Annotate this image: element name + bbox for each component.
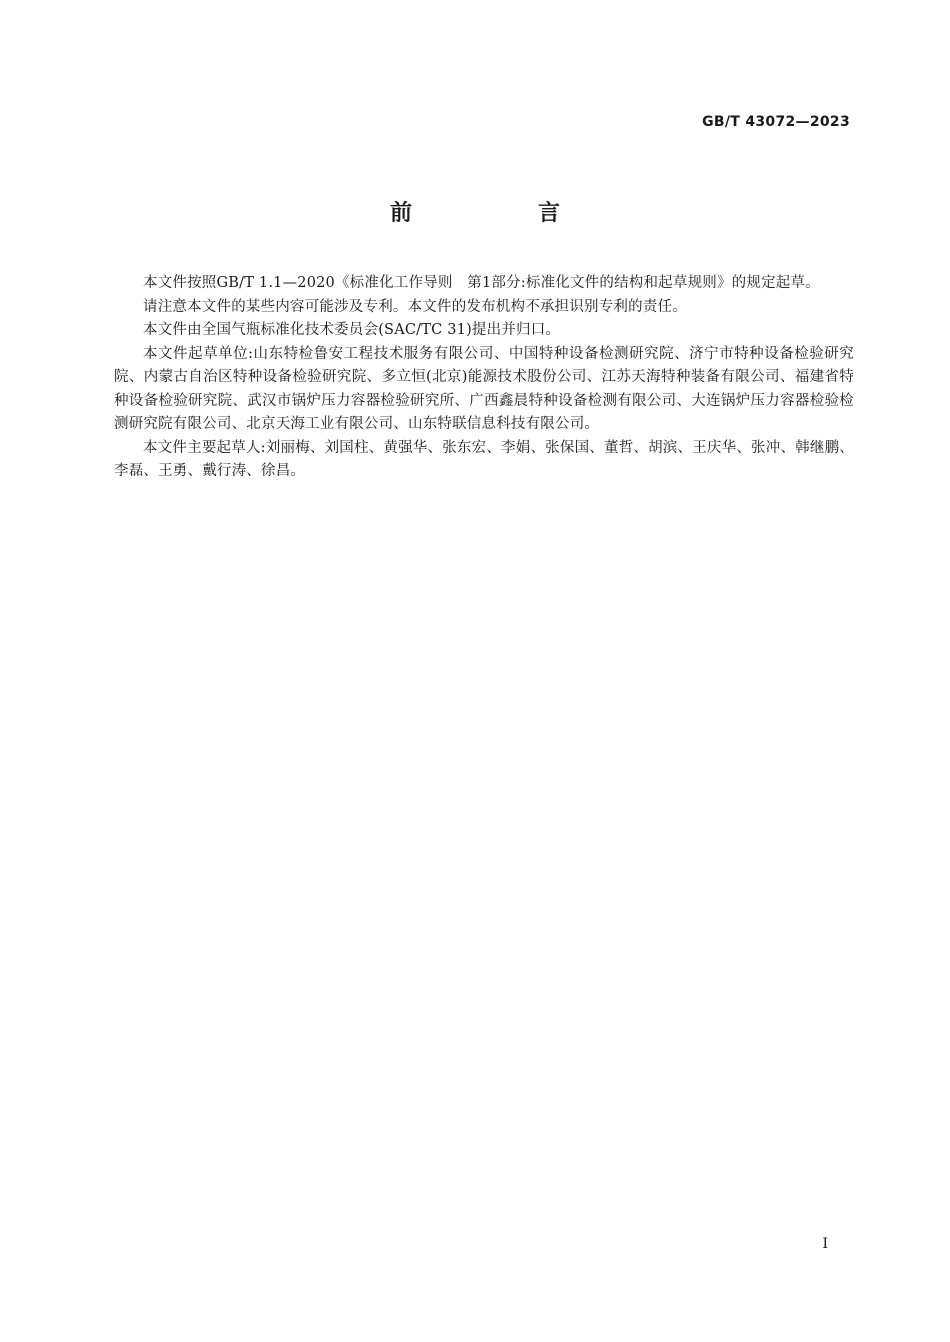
- paragraph-patent-notice: 请注意本文件的某些内容可能涉及专利。本文件的发布机构不承担识别专利的责任。: [143, 298, 687, 315]
- paragraph-proposer: 本文件由全国气瓶标准化技术委员会(SAC/TC 31)提出并归口。: [143, 322, 561, 338]
- paragraph-drafters: 本文件主要起草人:刘丽梅、刘国柱、黄强华、张东宏、李娟、张保国、董哲、胡滨、王庆华、张冲、韩继鹏、李磊、王勇、戴行涛、徐昌。: [114, 439, 854, 479]
- foreword-body: [114, 272, 854, 484]
- paragraph-drafting-units: 本文件起草单位:山东特检鲁安工程技术服务有限公司、中国特种设备检测研究院、济宁市特种设备检验研究院、内蒙古自治区特种设备检验研究院、多立恒(北京)能源技术股份公司、江苏天海特种装备有限公司、福建省特种设备检验研究院、武汉市锅炉压力容器检验研究所、广西鑫晨特种设备检测有限公司、大连锅炉压力容器检验检测研究院有限公司、北京天海工业有限公司、山东特联信息科技有限公司。: [114, 345, 854, 432]
- page-title: 前 言: [389, 201, 612, 226]
- page-number: I: [822, 1236, 828, 1252]
- paragraph-drafting-rules: 本文件按照GB/T 1.1—2020《标准化工作导则 第1部分:标准化文件的结构和起草规则》的规定起草。: [143, 275, 820, 291]
- standard-code: GB/T 43072—2023: [702, 114, 850, 130]
